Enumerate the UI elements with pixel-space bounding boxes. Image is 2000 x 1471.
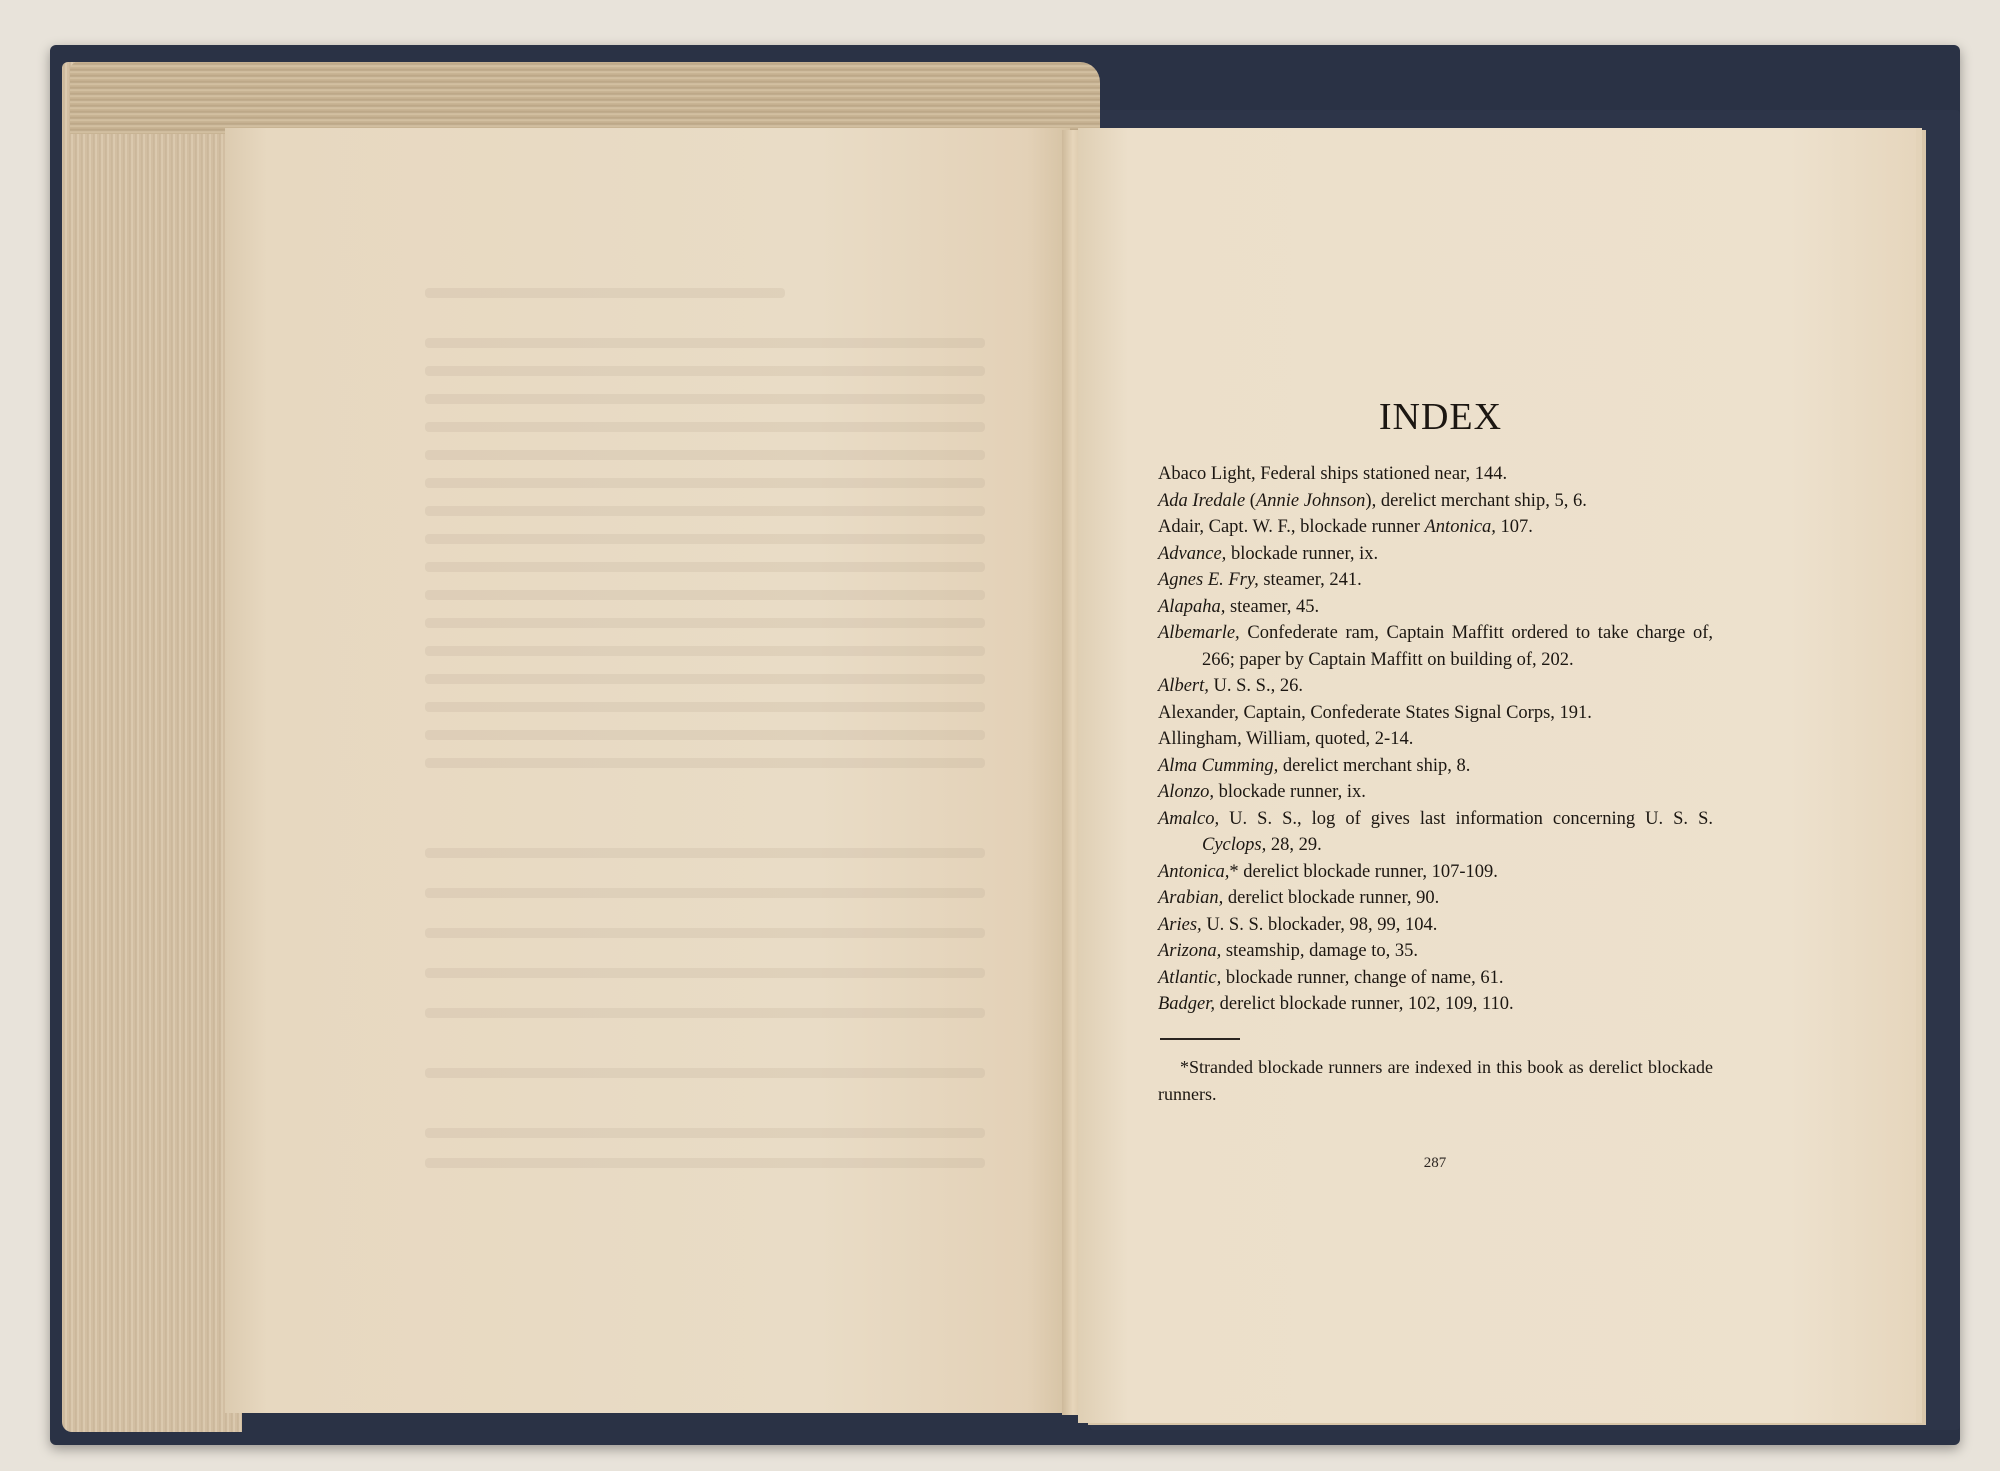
- index-entry: [1158, 859, 1713, 886]
- page-title: INDEX: [1378, 396, 1503, 438]
- index-entry-italic: Antonica,: [1158, 861, 1230, 882]
- footnote: *Stranded blockade runners are indexed in this book as derelict blockade runners.: [1158, 1056, 1713, 1104]
- index-entry-text: blockade runner, ix.: [1226, 543, 1379, 564]
- index-entry-text: Adair, Capt. W. F., blockade runner: [1158, 517, 1425, 537]
- index-entry-italic: Annie Johnson: [1255, 490, 1366, 511]
- index-entry-italic: Arizona,: [1158, 941, 1222, 961]
- index-entry-italic: Alma Cumming,: [1158, 755, 1279, 776]
- index-entry: [1158, 514, 1713, 541]
- index-entry-italic: Amalco,: [1158, 808, 1220, 829]
- index-entry: [1158, 885, 1713, 912]
- index-entry-text: blockade runner, change of name, 61.: [1221, 967, 1504, 988]
- index-entry: [1158, 806, 1713, 859]
- show-through-text: [425, 848, 985, 858]
- show-through-text: [425, 590, 985, 600]
- index-entry-text: derelict merchant ship, 8.: [1278, 755, 1471, 776]
- show-through-text: [425, 450, 985, 460]
- index-entry-text: U. S. S., 26.: [1208, 676, 1303, 696]
- index-entry-text: ), derelict merchant ship, 5, 6.: [1365, 490, 1587, 511]
- index-entry: [1158, 912, 1713, 939]
- index-content: [1158, 395, 1713, 1108]
- index-entry-text: Allingham, William, quoted, 2-14.: [1158, 729, 1414, 749]
- index-entry-italic: Advance,: [1158, 543, 1227, 564]
- index-entry: [1158, 965, 1713, 992]
- show-through-text: [425, 928, 985, 938]
- show-through-text: [425, 366, 985, 376]
- footnote-rule: [1160, 1038, 1240, 1040]
- show-through-text: [425, 674, 985, 684]
- index-entries: [1158, 461, 1713, 1018]
- show-through-text: [425, 646, 985, 656]
- show-through-text: [425, 1008, 985, 1018]
- index-entry-italic: Ada Iredale: [1158, 490, 1246, 511]
- index-entry-text: steamer, 45.: [1225, 596, 1320, 617]
- index-entry-text: steamship, damage to, 35.: [1221, 941, 1418, 961]
- index-entry: [1158, 620, 1713, 673]
- index-entry-text: derelict blockade runner, 90.: [1223, 888, 1440, 908]
- index-entry-italic: Albemarle,: [1158, 623, 1240, 643]
- index-entry-text: * derelict blockade runner, 107-109.: [1229, 861, 1498, 882]
- index-entry: [1158, 488, 1713, 515]
- show-through-text: [425, 288, 785, 298]
- page-number: 287: [1423, 1155, 1447, 1171]
- index-entry: [1158, 567, 1713, 594]
- index-entry-italic: Badger,: [1158, 994, 1216, 1014]
- show-through-text: [425, 1158, 985, 1168]
- show-through-text: [425, 968, 985, 978]
- show-through-text: [425, 562, 985, 572]
- index-entry-text: blockade runner, ix.: [1214, 782, 1366, 802]
- index-entry-italic: Atlantic,: [1158, 967, 1222, 988]
- show-through-text: [425, 758, 985, 768]
- show-through-text: [425, 1068, 985, 1078]
- show-through-text: [425, 478, 985, 488]
- show-through-text: [425, 422, 985, 432]
- index-entry: [1158, 753, 1713, 780]
- index-entry-italic: Alonzo,: [1158, 782, 1215, 802]
- show-through-text: [425, 338, 985, 348]
- page-edges-top: [70, 62, 1100, 134]
- index-entry-italic: Antonica,: [1424, 517, 1496, 537]
- index-entry-italic: Albert,: [1158, 676, 1209, 696]
- left-page: [225, 128, 1070, 1413]
- index-entry-italic: Alapaha,: [1158, 596, 1226, 617]
- index-entry-text: derelict blockade runner, 102, 109, 110.: [1215, 994, 1514, 1014]
- index-entry-text: Abaco Light, Federal ships stationed near, 144.: [1158, 464, 1508, 484]
- show-through-text: [425, 534, 985, 544]
- index-entry: [1158, 541, 1713, 568]
- index-entry: [1158, 779, 1713, 806]
- index-entry: [1158, 673, 1713, 700]
- index-entry-text: U. S. S., log of gives last information concerning U. S. S.: [1219, 808, 1713, 829]
- index-entry-text: Confederate ram, Captain Maffitt ordered to take charge of, 266; paper by Captain Maffitt on building of, 202.: [1202, 623, 1713, 670]
- index-entry-italic: Cyclops,: [1202, 835, 1267, 855]
- index-entry-text: steamer, 241.: [1258, 570, 1362, 590]
- show-through-text: [425, 1128, 985, 1138]
- show-through-text: [425, 888, 985, 898]
- index-entry-text: (: [1245, 490, 1256, 511]
- show-through-text: [425, 394, 985, 404]
- index-entry-italic: Arabian,: [1158, 888, 1224, 908]
- index-entry: [1158, 726, 1713, 753]
- index-entry-text: 28, 29.: [1266, 835, 1322, 855]
- show-through-text: [425, 730, 985, 740]
- index-entry-italic: Agnes E. Fry,: [1158, 570, 1259, 590]
- index-entry: [1158, 594, 1713, 621]
- index-entry: [1158, 938, 1713, 965]
- index-entry: [1158, 700, 1713, 727]
- index-entry-text: 107.: [1495, 517, 1533, 537]
- index-entry-text: U. S. S. blockader, 98, 99, 104.: [1201, 914, 1438, 935]
- show-through-text: [425, 702, 985, 712]
- show-through-text: [425, 618, 985, 628]
- show-through-text: [425, 506, 985, 516]
- page-edges-side: [62, 62, 242, 1432]
- index-entry: [1158, 991, 1713, 1018]
- index-entry-italic: Aries,: [1158, 914, 1202, 935]
- index-entry: [1158, 461, 1713, 488]
- index-entry-text: Alexander, Captain, Confederate States Signal Corps, 191.: [1158, 702, 1592, 723]
